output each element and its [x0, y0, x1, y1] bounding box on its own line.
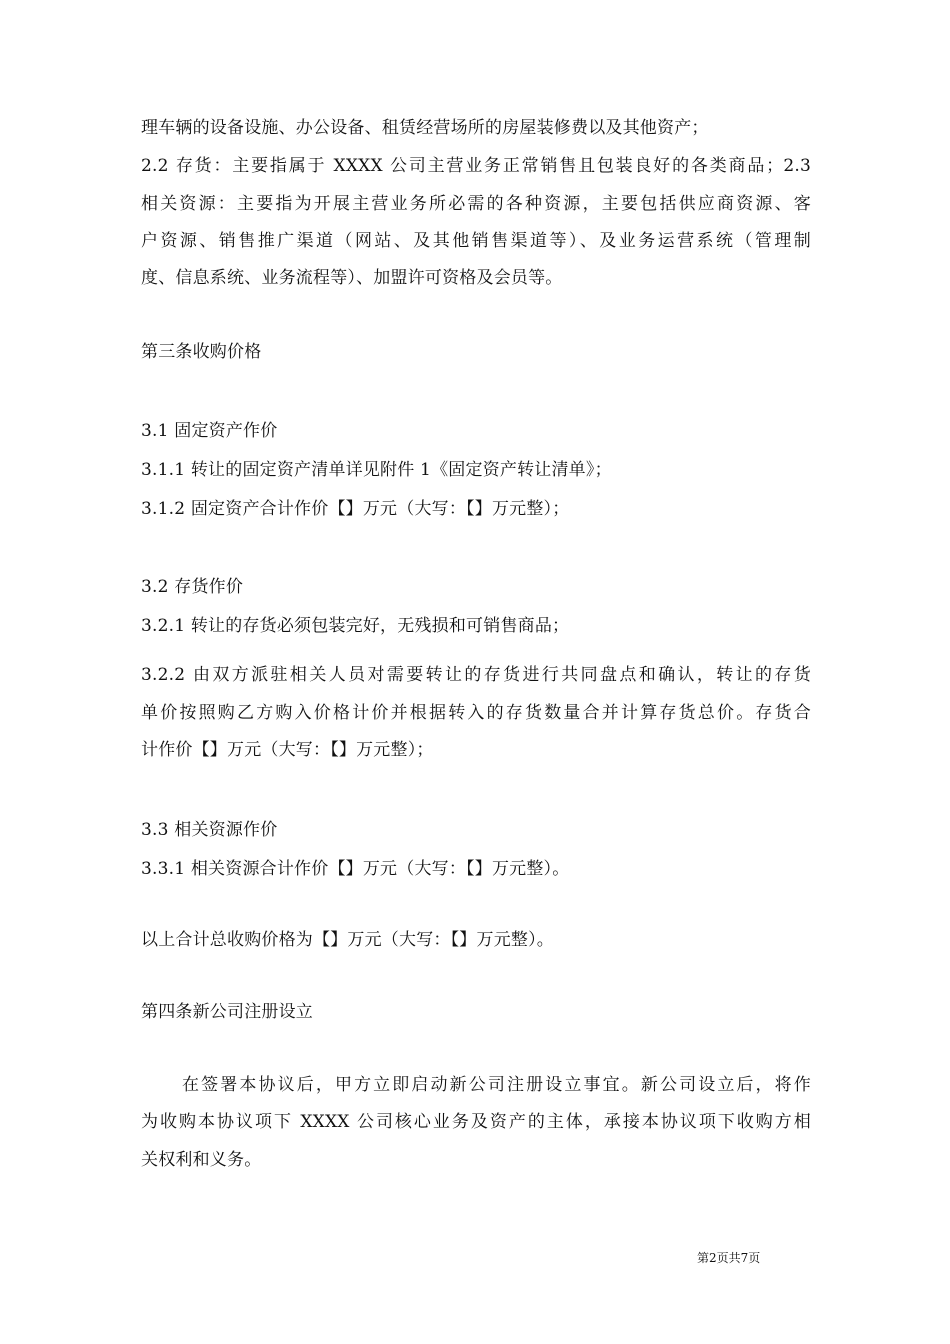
- total-price-line: 以上合计总收购价格为【】万元（大写：【】万元整）。: [141, 930, 554, 950]
- paragraph-line: 为收购本协议项下 XXXX 公司核心业务及资产的主体，承接本协议项下收购方相: [141, 1112, 811, 1132]
- page-number: 第2页共7页: [697, 1251, 761, 1265]
- subsection-heading: 3.2 存货作价: [141, 577, 244, 597]
- section-heading: 第四条新公司注册设立: [141, 1002, 313, 1022]
- clause-line: 3.2.2 由双方派驻相关人员对需要转让的存货进行共同盘点和确认，转让的存货: [141, 665, 811, 685]
- clause-line: 3.3.1 相关资源合计作价【】万元（大写：【】万元整）。: [141, 859, 570, 879]
- paragraph-line: 在签署本协议后，甲方立即启动新公司注册设立事宜。新公司设立后，将作: [182, 1075, 811, 1095]
- clause-line: 计作价【】万元（大写：【】万元整）；: [141, 740, 434, 760]
- subsection-heading: 3.1 固定资产作价: [141, 421, 278, 441]
- clause-line: 单价按照购乙方购入价格计价并根据转入的存货数量合并计算存货总价。存货合: [141, 703, 811, 723]
- clause-line: 3.1.2 固定资产合计作价【】万元（大写：【】万元整）；: [141, 499, 570, 519]
- clause-line: 3.1.1 转让的固定资产清单详见附件 1《固定资产转让清单》；: [141, 460, 612, 480]
- section-heading: 第三条收购价格: [141, 342, 262, 362]
- paragraph-line: 相关资源：主要指为开展主营业务所必需的各种资源，主要包括供应商资源、客: [141, 194, 811, 214]
- paragraph-line: 户资源、销售推广渠道（网站、及其他销售渠道等）、及业务运营系统（管理制: [141, 231, 811, 251]
- subsection-heading: 3.3 相关资源作价: [141, 820, 278, 840]
- paragraph-line: 度、信息系统、业务流程等）、加盟许可资格及会员等。: [141, 268, 563, 288]
- clause-line: 3.2.1 转让的存货必须包装完好，无残损和可销售商品；: [141, 616, 570, 636]
- paragraph-line: 关权利和义务。: [141, 1150, 262, 1170]
- paragraph-line: 理车辆的设备设施、办公设备、租赁经营场所的房屋装修费以及其他资产；: [141, 118, 709, 138]
- paragraph-line: 2.2 存货：主要指属于 XXXX 公司主营业务正常销售且包装良好的各类商品；2.3: [141, 156, 811, 176]
